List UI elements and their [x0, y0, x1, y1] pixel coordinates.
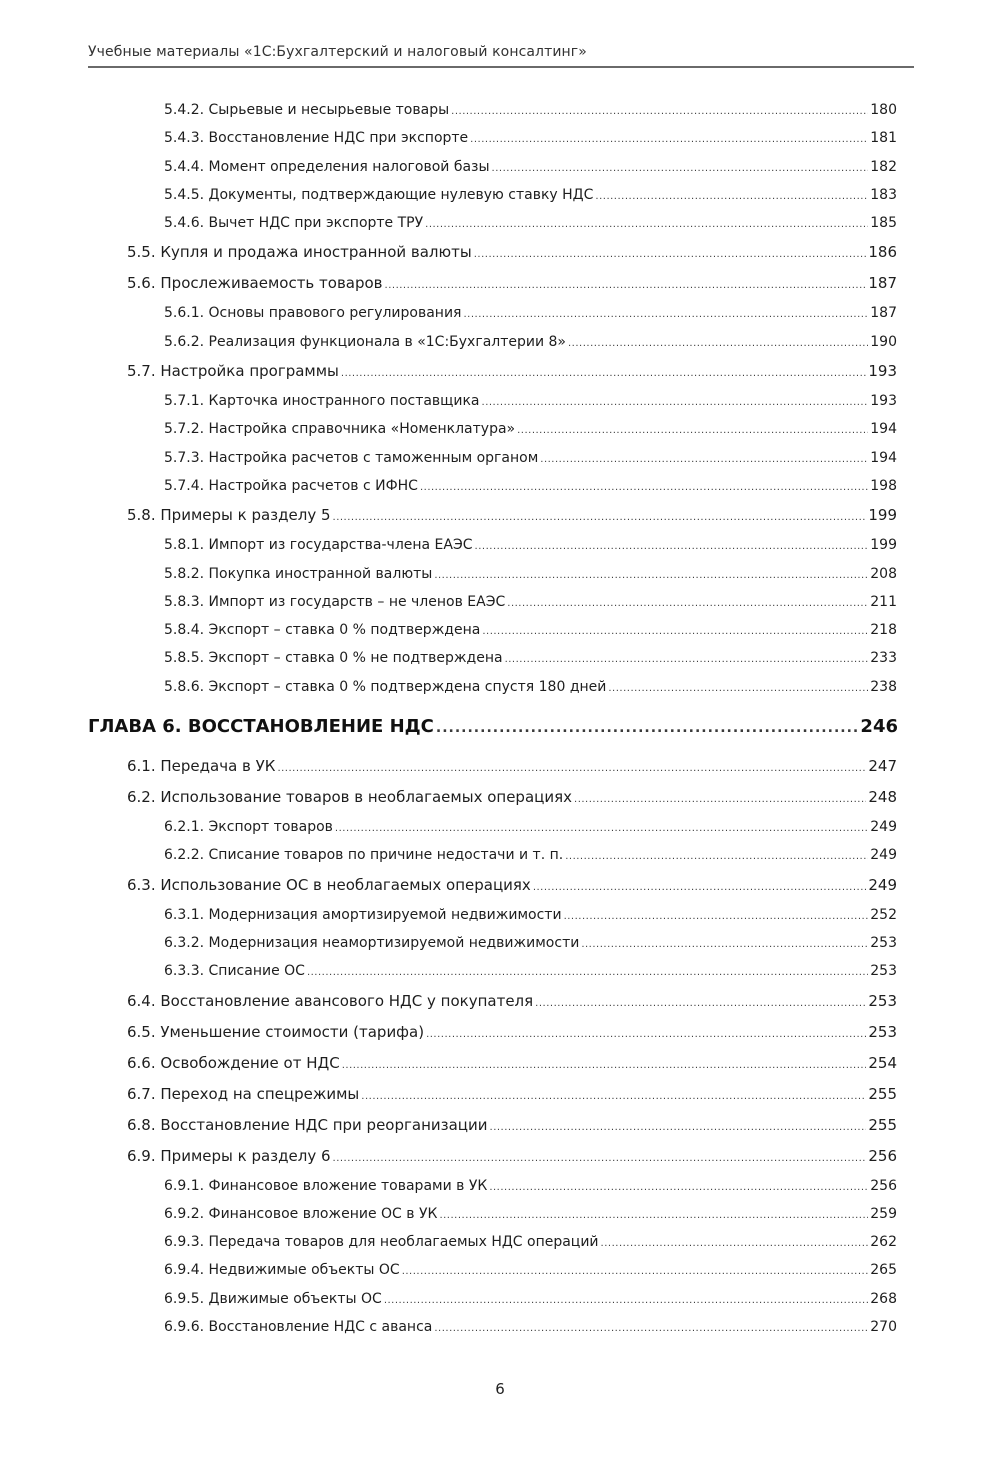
toc-entry-title: 6.9.4. Недвижимые объекты ОС	[164, 1262, 400, 1279]
dot-leader	[385, 268, 867, 301]
toc-entry-page: 249	[870, 847, 897, 864]
toc-entry[interactable]	[127, 1079, 897, 1110]
toc-entry[interactable]	[164, 472, 897, 500]
toc-entry-page: 186	[868, 243, 897, 262]
toc-entry[interactable]	[164, 1256, 897, 1284]
dot-leader	[361, 1079, 866, 1112]
dot-leader	[470, 124, 868, 154]
toc-entry[interactable]	[164, 644, 897, 672]
dot-leader	[342, 1048, 867, 1081]
toc-entry-page: 262	[870, 1234, 897, 1251]
dot-leader	[420, 472, 868, 502]
toc-entry-page: 268	[870, 1290, 897, 1307]
dot-leader	[475, 531, 869, 561]
toc-entry[interactable]	[127, 986, 897, 1017]
toc-entry[interactable]	[127, 782, 897, 813]
toc-entry-title: 6.2. Использование товаров в необлагаемых операциях	[127, 788, 573, 807]
toc-entry[interactable]	[164, 901, 897, 929]
toc-entry[interactable]	[127, 500, 897, 531]
toc-entry[interactable]	[164, 841, 897, 869]
dot-leader	[595, 181, 868, 211]
toc-entry[interactable]	[164, 1200, 897, 1228]
toc-entry[interactable]	[164, 181, 897, 209]
dot-leader	[564, 901, 869, 931]
dot-leader	[307, 957, 868, 987]
toc-entry[interactable]	[164, 673, 897, 701]
toc-entry-title: 6.9.1. Финансовое вложение товарами в УК	[164, 1177, 488, 1194]
toc-entry-page: 199	[868, 506, 897, 525]
toc-entry[interactable]	[164, 209, 897, 237]
toc-entry-title: 6.9.2. Финансовое вложение ОС в УК	[164, 1205, 438, 1222]
dot-leader	[601, 1228, 869, 1258]
toc-entry[interactable]	[127, 268, 897, 299]
toc-entry[interactable]	[127, 356, 897, 387]
dot-leader	[482, 387, 869, 417]
toc-entry-page: 253	[870, 934, 897, 951]
dot-leader	[581, 929, 868, 959]
toc-entry-title: 5.8.2. Покупка иностранной валюты	[164, 565, 433, 582]
toc-entry-page: 254	[868, 1053, 897, 1072]
toc-entry[interactable]	[164, 957, 897, 985]
toc-entry[interactable]	[164, 813, 897, 841]
toc-entry-title: 6.9. Примеры к разделу 6	[127, 1146, 331, 1165]
dot-leader	[535, 986, 866, 1019]
toc-entry-page: 248	[868, 788, 897, 807]
dot-leader	[574, 782, 866, 815]
toc-entry[interactable]	[127, 1110, 897, 1141]
toc-entry-title: 5.8.6. Экспорт – ставка 0 % подтверждена спустя 180 дней	[164, 678, 607, 695]
toc-entry-title: 5.8.5. Экспорт – ставка 0 % не подтверждена	[164, 650, 503, 667]
toc-entry-page: 249	[870, 819, 897, 836]
dot-leader	[426, 1017, 866, 1050]
toc-entry[interactable]	[164, 560, 897, 588]
running-header-text: Учебные материалы «1С:Бухгалтерский и налоговый консалтинг»	[88, 44, 587, 60]
toc-entry-title: 5.5. Купля и продажа иностранной валюты	[127, 243, 472, 262]
dot-leader	[608, 673, 868, 703]
toc-entry-page: 259	[870, 1205, 897, 1222]
toc-entry-page: 182	[870, 158, 897, 175]
dot-leader	[463, 299, 868, 329]
toc-entry-title: 6.6. Освобождение от НДС	[127, 1053, 340, 1072]
toc-entry-title: 5.8.4. Экспорт – ставка 0 % подтверждена	[164, 622, 481, 639]
toc-entry-title: 6.2.1. Экспорт товаров	[164, 819, 333, 836]
dot-leader	[492, 153, 869, 183]
toc-entry-title: 5.4.2. Сырьевые и несырьевые товары	[164, 102, 450, 118]
toc-entry[interactable]	[164, 415, 897, 443]
toc-entry[interactable]	[164, 588, 897, 616]
toc-entry-title: 5.6.2. Реализация функционала в «1С:Бухгалтерии 8»	[164, 333, 566, 350]
toc-entry-title: 5.8.1. Импорт из государства-члена ЕАЭС	[164, 537, 473, 554]
dot-leader	[341, 356, 866, 389]
toc-entry-title: 6.5. Уменьшение стоимости (тарифа)	[127, 1022, 425, 1041]
toc-entry-page: 253	[868, 991, 897, 1010]
toc-entry-title: ГЛАВА 6. ВОССТАНОВЛЕНИЕ НДС	[88, 716, 434, 738]
toc-entry-page: 255	[868, 1115, 897, 1134]
toc-entry[interactable]	[127, 751, 897, 782]
toc-entry-title: 6.9.5. Движимые объекты ОС	[164, 1290, 382, 1307]
toc-entry-page: 211	[870, 593, 897, 610]
toc-entry-page: 247	[868, 757, 897, 776]
dot-leader	[333, 1141, 867, 1174]
toc-entry-page: 180	[870, 102, 897, 118]
toc-entry-page: 193	[870, 393, 897, 410]
dot-leader	[568, 328, 868, 358]
toc-entry[interactable]	[164, 1285, 897, 1313]
dot-leader	[489, 1172, 868, 1202]
toc-entry-title: 6.3.2. Модернизация неамортизируемой недвижимости	[164, 934, 580, 951]
toc-entry-page: 255	[868, 1084, 897, 1103]
toc-entry-page: 233	[870, 650, 897, 667]
dot-leader	[517, 415, 868, 445]
toc-entry-page: 194	[870, 421, 897, 438]
dot-leader	[565, 841, 868, 871]
toc-entry-title: 6.8. Восстановление НДС при реорганизации	[127, 1115, 488, 1134]
toc-entry-title: 6.7. Переход на спецрежимы	[127, 1084, 360, 1103]
toc-entry-page: 256	[870, 1177, 897, 1194]
toc-entry[interactable]	[164, 299, 897, 327]
toc-entry[interactable]	[164, 1313, 897, 1341]
toc-entry-title: 6.3. Использование ОС в необлагаемых операциях	[127, 875, 531, 894]
toc-entry-title: 5.7.4. Настройка расчетов с ИФНС	[164, 477, 418, 494]
page-number: 6	[495, 1380, 505, 1398]
toc-entry-page: 249	[868, 875, 897, 894]
toc-entry-page: 270	[870, 1319, 897, 1336]
toc-entry[interactable]	[127, 237, 897, 268]
toc-entry[interactable]	[127, 1017, 897, 1048]
toc-entry-page: 253	[870, 963, 897, 980]
dot-leader	[540, 444, 868, 474]
toc-chapter-entry[interactable]	[88, 705, 898, 749]
toc-entry-page: 265	[870, 1262, 897, 1279]
dot-leader	[474, 237, 867, 270]
toc-entry-page: 198	[870, 477, 897, 494]
toc-entry-title: 5.6.1. Основы правового регулирования	[164, 305, 462, 322]
toc-entry-title: 6.1. Передача в УК	[127, 757, 276, 776]
toc-entry-title: 6.9.3. Передача товаров для необлагаемых НДС операций	[164, 1234, 599, 1251]
toc-entry-title: 6.3.3. Списание ОС	[164, 963, 305, 980]
toc-entry-page: 185	[870, 215, 897, 232]
toc-entry-title: 5.7. Настройка программы	[127, 362, 339, 381]
dot-leader	[451, 96, 868, 126]
toc-entry-title: 5.6. Прослеживаемость товаров	[127, 274, 383, 293]
toc-entry[interactable]	[164, 96, 897, 124]
toc-entry-page: 199	[870, 537, 897, 554]
toc-entry-page: 181	[870, 130, 897, 147]
toc-entry-page: 193	[868, 362, 897, 381]
toc-entry-page: 246	[860, 716, 898, 738]
toc-entry[interactable]	[164, 531, 897, 559]
toc-entry-title: 6.9.6. Восстановление НДС с аванса	[164, 1319, 433, 1336]
dot-leader	[482, 616, 868, 646]
toc-entry-title: 5.4.3. Восстановление НДС при экспорте	[164, 130, 469, 147]
toc-entry-page: 187	[870, 305, 897, 322]
toc-entry[interactable]	[164, 929, 897, 957]
dot-leader	[384, 1285, 868, 1315]
toc-entry-title: 6.4. Восстановление авансового НДС у покупателя	[127, 991, 534, 1010]
toc-entry[interactable]	[164, 1228, 897, 1256]
toc-entry[interactable]	[164, 328, 897, 356]
dot-leader	[425, 209, 868, 239]
dot-leader	[434, 560, 868, 590]
toc-entry[interactable]	[127, 1048, 897, 1079]
dot-leader	[505, 644, 869, 674]
toc-entry-page: 256	[868, 1146, 897, 1165]
toc-entry[interactable]	[164, 124, 897, 152]
dot-leader	[277, 751, 866, 784]
toc-entry[interactable]	[127, 1141, 897, 1172]
toc-entry-page: 253	[868, 1022, 897, 1041]
toc-entry-page: 252	[870, 906, 897, 923]
toc-entry[interactable]	[127, 870, 897, 901]
toc-entry-page: 187	[868, 274, 897, 293]
toc-entry-title: 6.3.1. Модернизация амортизируемой недвижимости	[164, 906, 562, 923]
toc-entry[interactable]	[164, 1172, 897, 1200]
toc-entry-page: 183	[870, 186, 897, 203]
dot-leader	[436, 705, 859, 750]
toc-entry[interactable]	[164, 616, 897, 644]
dot-leader	[439, 1200, 868, 1230]
toc-entry[interactable]	[164, 153, 897, 181]
toc-entry-title: 5.7.2. Настройка справочника «Номенклатура»	[164, 421, 516, 438]
toc-entry-page: 218	[870, 622, 897, 639]
toc-entry-page: 190	[870, 333, 897, 350]
toc-entry-title: 5.7.3. Настройка расчетов с таможенным органом	[164, 449, 539, 466]
toc-entry-page: 238	[870, 678, 897, 695]
dot-leader	[402, 1256, 869, 1286]
dot-leader	[490, 1110, 867, 1143]
toc-entry-page: 208	[870, 565, 897, 582]
dot-leader	[434, 1313, 868, 1343]
toc-entry-title: 5.4.6. Вычет НДС при экспорте ТРУ	[164, 215, 424, 232]
running-header	[88, 40, 914, 68]
toc-entry-title: 5.4.4. Момент определения налоговой базы	[164, 158, 490, 175]
toc-entry-page: 194	[870, 449, 897, 466]
dot-leader	[533, 870, 867, 903]
toc-entry-title: 5.7.1. Карточка иностранного поставщика	[164, 393, 480, 410]
toc-entry-title: 5.8. Примеры к разделу 5	[127, 506, 331, 525]
table-of-contents	[0, 96, 1000, 1341]
toc-entry-title: 5.8.3. Импорт из государств – не членов ЕАЭС	[164, 593, 506, 610]
dot-leader	[335, 813, 868, 843]
toc-entry-title: 6.2.2. Списание товаров по причине недостачи и т. п.	[164, 847, 564, 864]
toc-entry-title: 5.4.5. Документы, подтверждающие нулевую ставку НДС	[164, 186, 594, 203]
toc-entry[interactable]	[164, 387, 897, 415]
dot-leader	[333, 500, 867, 533]
toc-entry[interactable]	[164, 444, 897, 472]
dot-leader	[507, 588, 868, 618]
